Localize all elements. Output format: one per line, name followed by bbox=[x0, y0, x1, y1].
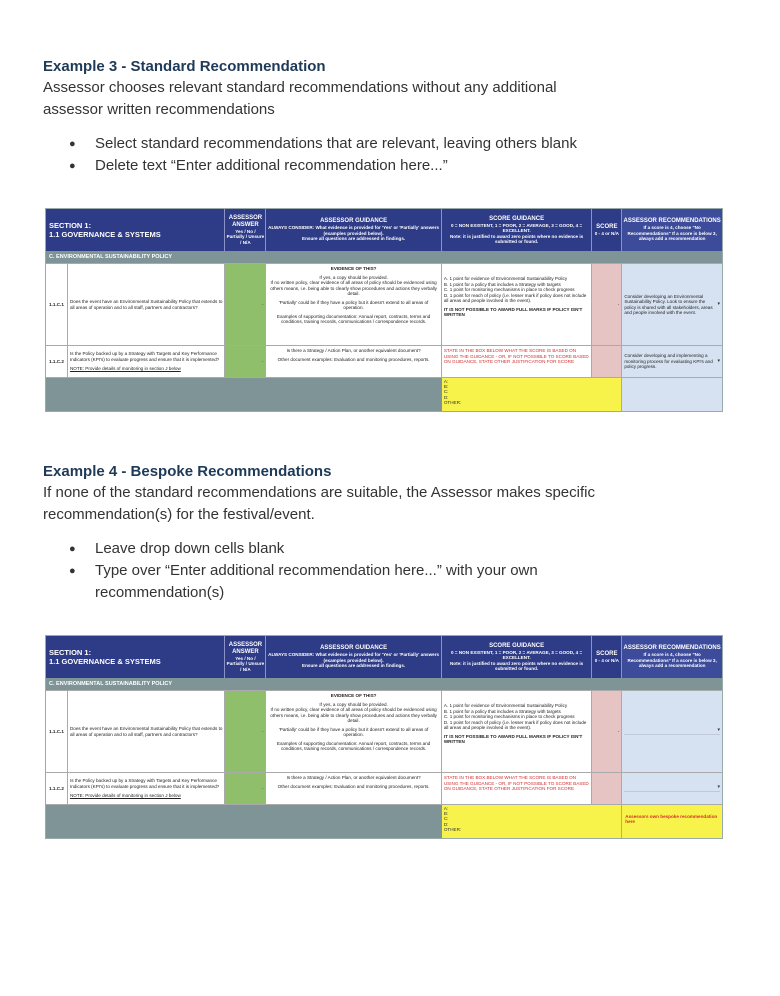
guidance-text: If no written policy, clear evidence of all areas of policy should be evidenced using others means, i.e. being able to clearly show procedures and actions they verbally detail. bbox=[270, 707, 437, 723]
answer-header bbox=[225, 209, 266, 251]
guidance-cell bbox=[266, 264, 441, 345]
example-3-desc-line1: Assessor chooses relevant standard recommendations without any additional bbox=[43, 79, 557, 96]
sheet-header bbox=[46, 636, 722, 678]
bullet-continuation-text: recommendation(s) bbox=[95, 584, 225, 601]
guidance-header-title: ASSESSOR GUIDANCE bbox=[320, 645, 388, 652]
abcd-label: B: bbox=[443, 811, 449, 817]
question-id: 1.1.C.2 bbox=[46, 346, 68, 377]
policy-band: C. ENVIRONMENTAL SUSTAINABILITY POLICY bbox=[46, 251, 722, 263]
guidance-text: Is there a Strategy / Action Plan, or another equivalent document? bbox=[286, 775, 421, 780]
chevron-down-icon[interactable]: ▾ bbox=[717, 300, 721, 307]
guidance-text: Other document examples: Evaluation and monitoring procedures, reports. bbox=[277, 356, 430, 362]
example-4-desc-line1: If none of the standard recommendations are suitable, the Assessor makes specific bbox=[43, 484, 595, 501]
example-4-desc-line2: recommendation(s) for the festival/event. bbox=[43, 506, 315, 523]
guidance-text: Examples of supporting documentation: Annual report, contracts, terms and conditions, training records, communications / correspondence records. bbox=[276, 313, 431, 324]
score-point: C. 1 point for monitoring mechanisms in place to check progress bbox=[443, 287, 575, 292]
bullet-item: ● Type over “Enter additional recommendation here...” with your own bbox=[43, 560, 743, 582]
guidance-text: Is there a Strategy / Action Plan, or another equivalent document? bbox=[286, 348, 421, 353]
guidance-text: 'Partially' could be if they have a policy but it doesn't extend to all areas of operation. bbox=[278, 726, 429, 737]
answer-dropdown[interactable]: - bbox=[225, 346, 266, 377]
example-3-bullets bbox=[43, 133, 743, 177]
section-heading bbox=[46, 209, 225, 251]
example-3-section bbox=[43, 57, 743, 177]
guidance-text: If yes, a copy should be provided. bbox=[319, 274, 388, 280]
policy-band: C. ENVIRONMENTAL SUSTAINABILITY POLICY bbox=[46, 678, 722, 690]
table-row bbox=[46, 690, 722, 772]
summary-blank bbox=[46, 378, 442, 411]
sheet-header bbox=[46, 209, 722, 251]
answer-header bbox=[225, 636, 266, 678]
abcd-label: OTHER: bbox=[443, 826, 462, 832]
score-header bbox=[592, 636, 622, 678]
answer-header-title: ASSESSOR ANSWER bbox=[228, 214, 263, 228]
rec-header-sub: If a score is 4, choose "No Recommendations" If a score is below 3, always add a recommendation bbox=[627, 225, 717, 242]
question-text: Does the event have an Environmental Sustainability Policy that extends to all areas of operation and to all staff, partners and contractors? bbox=[68, 691, 226, 772]
question-id: 1.1.C.1 bbox=[46, 264, 68, 345]
abcd-label: B: bbox=[443, 384, 449, 390]
abcd-label: OTHER: bbox=[443, 399, 462, 405]
summary-blank bbox=[46, 805, 442, 838]
score-header-sub1: 0 = NON EXISTENT, 1 = POOR, 2 = AVERAGE, 3 = GOOD, 4 = EXCELLENT. bbox=[451, 222, 583, 234]
score-header bbox=[592, 209, 622, 251]
abcd-label: C: bbox=[443, 389, 449, 395]
abcd-label: D: bbox=[443, 821, 449, 827]
table-row bbox=[46, 345, 722, 377]
guidance-text: 'Partially' could be if they have a policy but it doesn't extend to all areas of operation. bbox=[278, 299, 429, 310]
answer-header-sub: Yes / No / Partially / Unsure / N/A bbox=[226, 655, 265, 672]
score-guidance-header bbox=[442, 636, 593, 678]
question-text: Is the Policy backed up by a Strategy with Targets and Key Performance Indicators (KPI's) to evaluate progress and ensure that it is implemented? bbox=[69, 351, 220, 362]
recommendations-header bbox=[622, 636, 722, 678]
guidance-header-sub2: Ensure all questions are addressed in findings. bbox=[302, 663, 406, 669]
rec-header-title: ASSESSOR RECOMMENDATIONS bbox=[623, 218, 721, 225]
question-note: NOTE: Provide details of monitoring in section J below bbox=[69, 366, 181, 372]
answer-header-sub: Yes / No / Partially / Unsure / N/A bbox=[226, 228, 265, 245]
section-heading bbox=[46, 636, 225, 678]
score-header-title: SCORE GUIDANCE bbox=[489, 642, 545, 649]
spreadsheet-example-3 bbox=[45, 208, 723, 412]
section-line2: 1.1 GOVERNANCE & SYSTEMS bbox=[49, 230, 161, 239]
additional-recommendation-box[interactable] bbox=[622, 378, 722, 411]
score-note: IT IS NOT POSSIBLE TO AWARD FULL MARKS IF POLICY ISN'T WRITTEN bbox=[443, 306, 583, 317]
example-3-desc-line2: assessor written recommendations bbox=[43, 101, 275, 118]
empty-dropdown[interactable] bbox=[624, 728, 720, 736]
score-point: D. 1 point for reach of policy (i.e. lesser mark if policy does not include all areas and people involved in the event). bbox=[443, 292, 587, 303]
bullet-item: ● Delete text “Enter additional recommendation here...” bbox=[43, 155, 743, 177]
empty-dropdown[interactable] bbox=[624, 785, 720, 793]
recommendation-text: Consider developing an Environmental Sustainability Policy. Look to ensure the policy is shared with all stakeholders, areas and people involved with the event. bbox=[624, 293, 713, 315]
section-line1: SECTION 1: bbox=[49, 221, 92, 230]
abcd-label: C: bbox=[443, 816, 449, 822]
score-num-sub: 0 - 4 or N/A bbox=[594, 657, 619, 663]
score-header-title: SCORE GUIDANCE bbox=[489, 215, 545, 222]
question-text-cell bbox=[68, 773, 226, 804]
bullet-item: ● Leave drop down cells blank bbox=[43, 538, 743, 560]
guidance-header-title: ASSESSOR GUIDANCE bbox=[320, 218, 388, 225]
table-row bbox=[46, 772, 722, 804]
question-id: 1.1.C.1 bbox=[46, 691, 68, 772]
example-4-bullets bbox=[43, 538, 743, 604]
guidance-text: Examples of supporting documentation: Annual report, contracts, terms and conditions, training records, communications / correspondence records. bbox=[276, 740, 431, 751]
score-num-title: SCORE bbox=[596, 223, 618, 230]
summary-row bbox=[46, 377, 722, 411]
abcd-label: A: bbox=[443, 806, 449, 811]
score-dropdown[interactable]: - bbox=[592, 264, 622, 345]
guidance-header-sub2: Ensure all questions are addressed in findings. bbox=[302, 236, 406, 242]
chevron-down-icon[interactable]: ▾ bbox=[717, 357, 721, 364]
rec-header-title: ASSESSOR RECOMMENDATIONS bbox=[623, 645, 721, 652]
question-text: Does the event have an Environmental Sustainability Policy that extends to all areas of operation and to all staff, partners and contractors? bbox=[68, 264, 226, 345]
question-text-cell bbox=[68, 346, 226, 377]
bespoke-recommendation-text: Assessors own bespoke recommendation here bbox=[625, 814, 718, 825]
guidance-header-sub1: ALWAYS CONSIDER: What evidence is provided for 'Yes' or 'Partially' answers (examples provided below). bbox=[268, 652, 440, 663]
example-3-title: Example 3 - Standard Recommendation bbox=[43, 58, 326, 75]
score-note: IT IS NOT POSSIBLE TO AWARD FULL MARKS IF POLICY ISN'T WRITTEN bbox=[443, 733, 583, 744]
score-num-title: SCORE bbox=[596, 650, 618, 657]
example-4-section bbox=[43, 462, 743, 604]
rec-header-sub: If a score is 4, choose "No Recommendations" If a score is below 3, always add a recommendation bbox=[627, 652, 717, 669]
score-num-sub: 0 - 4 or N/A bbox=[594, 230, 619, 236]
score-point: A. 1 point for evidence of Environmental Sustainability Policy bbox=[443, 276, 568, 281]
summary-row bbox=[46, 804, 722, 838]
score-guidance-cell: STATE IN THE BOX BELOW WHAT THE SCORE IS BASED ON USING THE GUIDANCE - OR, IF NOT POSSIBLE TO SCORE BASED ON GUIDANCE, STATE OTHER JUSTIFICATION FOR SCORE bbox=[442, 773, 593, 804]
score-dropdown[interactable]: - bbox=[592, 691, 622, 772]
score-header-sub1: 0 = NON EXISTENT, 1 = POOR, 2 = AVERAGE, 3 = GOOD, 4 = EXCELLENT. bbox=[451, 649, 583, 661]
spreadsheet-example-4 bbox=[45, 635, 723, 839]
recommendation-dropdown[interactable] bbox=[622, 773, 722, 804]
guidance-header-sub1: ALWAYS CONSIDER: What evidence is provided for 'Yes' or 'Partially' answers (examples provided below). bbox=[268, 225, 440, 236]
guidance-text: If no written policy, clear evidence of all areas of policy should be evidenced using others means, i.e. being able to clearly show procedures and actions they verbally detail. bbox=[270, 280, 437, 296]
example-4-title: Example 4 - Bespoke Recommendations bbox=[43, 463, 332, 480]
guidance-header bbox=[266, 636, 441, 678]
score-header-sub2: Note: it is justified to award zero points where no evidence is submitted or found. bbox=[449, 660, 584, 671]
score-point: B. 1 point for a policy that includes a Strategy with targets bbox=[443, 708, 561, 714]
score-point: A. 1 point for evidence of Environmental Sustainability Policy bbox=[443, 703, 568, 708]
bespoke-recommendation-box[interactable] bbox=[622, 805, 722, 838]
chevron-down-icon[interactable]: ▾ bbox=[717, 783, 721, 790]
guidance-cell bbox=[266, 773, 441, 804]
recommendation-dropdown[interactable] bbox=[622, 691, 722, 772]
abcd-label: D: bbox=[443, 394, 449, 400]
guidance-text: Other document examples: Evaluation and monitoring procedures, reports. bbox=[277, 783, 430, 789]
abcd-label: A: bbox=[443, 379, 449, 384]
score-point: D. 1 point for reach of policy (i.e. lesser mark if policy does not include all areas and people involved in the event). bbox=[443, 719, 587, 730]
score-guidance-cell bbox=[442, 691, 593, 772]
score-point: C. 1 point for monitoring mechanisms in place to check progress bbox=[443, 714, 575, 719]
section-line1: SECTION 1: bbox=[49, 648, 92, 657]
guidance-title: EVIDENCE OF THIS? bbox=[330, 266, 377, 271]
bullet-item-continuation bbox=[43, 582, 743, 604]
answer-dropdown[interactable]: - bbox=[225, 773, 266, 804]
score-justification-box[interactable] bbox=[442, 378, 622, 411]
score-guidance-cell bbox=[442, 264, 593, 345]
score-guidance-header bbox=[442, 209, 593, 251]
score-header-sub2: Note: it is justified to award zero points where no evidence is submitted or found. bbox=[449, 233, 584, 244]
score-guidance-cell: STATE IN THE BOX BELOW WHAT THE SCORE IS BASED ON USING THE GUIDANCE - OR, IF NOT POSSIBLE TO SCORE BASED ON GUIDANCE, STATE OTHER JUSTIFICATION FOR SCORE bbox=[442, 346, 593, 377]
guidance-text: If yes, a copy should be provided. bbox=[319, 701, 388, 707]
answer-dropdown[interactable]: - bbox=[225, 264, 266, 345]
answer-dropdown[interactable]: - bbox=[225, 691, 266, 772]
section-line2: 1.1 GOVERNANCE & SYSTEMS bbox=[49, 657, 161, 666]
recommendation-dropdown[interactable] bbox=[622, 264, 722, 345]
bullet-item: ● Select standard recommendations that are relevant, leaving others blank bbox=[43, 133, 743, 155]
guidance-cell bbox=[266, 346, 441, 377]
guidance-cell bbox=[266, 691, 441, 772]
score-cell[interactable] bbox=[592, 346, 622, 377]
question-id: 1.1.C.2 bbox=[46, 773, 68, 804]
guidance-title: EVIDENCE OF THIS? bbox=[330, 693, 377, 698]
score-point: B. 1 point for a policy that includes a Strategy with targets bbox=[443, 281, 561, 287]
question-note: NOTE: Provide details of monitoring in section J below bbox=[69, 793, 181, 799]
question-text: Is the Policy backed up by a Strategy with Targets and Key Performance Indicators (KPI's) to evaluate progress and ensure that it is implemented? bbox=[69, 778, 220, 789]
score-cell[interactable] bbox=[592, 773, 622, 804]
answer-header-title: ASSESSOR ANSWER bbox=[228, 641, 263, 655]
recommendations-header bbox=[622, 209, 722, 251]
score-justification-box[interactable] bbox=[442, 805, 622, 838]
chevron-down-icon[interactable]: ▾ bbox=[717, 726, 721, 733]
guidance-header bbox=[266, 209, 441, 251]
recommendation-dropdown[interactable] bbox=[622, 346, 722, 377]
table-row bbox=[46, 263, 722, 345]
recommendation-text: Consider developing and implementing a monitoring process for evaluating KPI's and policy progress. bbox=[624, 353, 713, 370]
